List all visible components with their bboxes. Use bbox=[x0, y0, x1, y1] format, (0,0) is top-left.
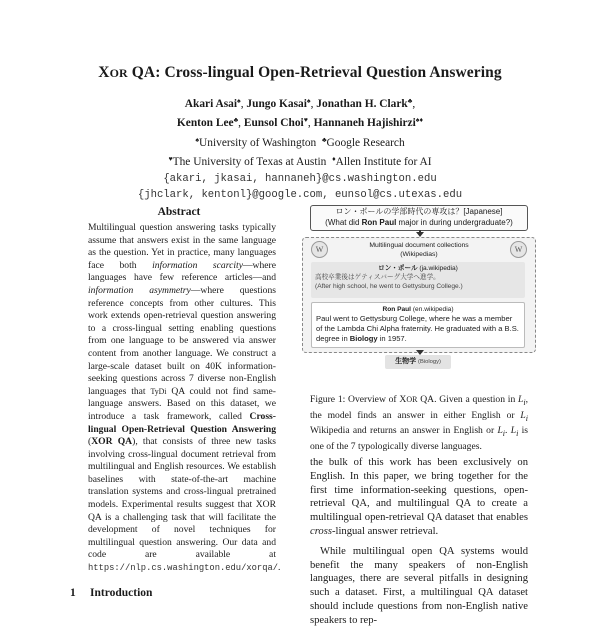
author-mark: ♠♦ bbox=[415, 116, 424, 125]
caption-sub: i bbox=[516, 428, 519, 438]
email-line-1: {akari, jkasai, hannaneh}@cs.washington.edu bbox=[163, 172, 437, 185]
task-name: Cross-lingual Open-Retrieval Question Answering bbox=[88, 410, 276, 435]
document-source: (en.wikipedia) bbox=[412, 306, 454, 313]
affiliation-line-1 bbox=[0, 132, 600, 151]
tydi-name: TyDi bbox=[150, 386, 167, 396]
section-title: Introduction bbox=[90, 587, 153, 599]
affiliation: The University of Texas at Austin bbox=[172, 156, 327, 169]
email-line-2: {jhclark, kentonl}@google.com, eunsol@cs.utexas.edu bbox=[137, 189, 463, 202]
author-mark: ♥ bbox=[303, 116, 308, 125]
affiliation-mark: ♥ bbox=[168, 155, 173, 164]
document-source: (ja.wikipedia) bbox=[419, 265, 458, 272]
affiliation-mark: ♦ bbox=[332, 155, 336, 164]
author-name: Hannaneh Hajishirzi bbox=[313, 117, 416, 130]
caption-var: L bbox=[510, 425, 517, 436]
body-paragraph: While multilingual open QA systems would benefit the many speakers of non-English languages, there are several pitfalls in designing such a dataset. First, a multilingual QA dataset should include questions from non-English native speakers to rep- bbox=[310, 545, 528, 626]
question-japanese: ロン・ポールの学部時代の専攻は？[Japanese] bbox=[335, 207, 503, 216]
abstract-text: QA could not find same-language answers. Based on this dataset, we introduce a task framework, called bbox=[88, 385, 276, 422]
paper-title bbox=[0, 64, 600, 82]
abstract-text: . bbox=[278, 562, 281, 574]
affiliation: University of Washington bbox=[199, 136, 317, 149]
author-name: Jungo Kasai bbox=[246, 98, 307, 110]
caption-text: . bbox=[505, 425, 511, 436]
title-rest: QA: Cross-lingual Open-Retrieval Question Answering bbox=[127, 64, 502, 81]
abstract-emphasis: information asymmetry bbox=[88, 284, 191, 296]
author-line-1: Akari Asai♠, Jungo Kasai♠, Jonathan H. Clark♣, bbox=[184, 97, 416, 110]
data-code-link[interactable]: https://nlp.cs.washington.edu/xorqa/ bbox=[88, 563, 279, 574]
figure-1 bbox=[302, 205, 534, 375]
answer-japanese: 生物学 bbox=[395, 358, 417, 365]
caption-var: L bbox=[520, 409, 526, 421]
body-text: the bulk of this work has been exclusively on English. In this paper, we bring together for the first time information-seeking questions, open-retrieval QA, and multilingual QA to create a multilingual open-retrieval QA dataset that enables bbox=[310, 457, 528, 524]
answer-english: (Biology) bbox=[418, 359, 441, 365]
figure-caption bbox=[310, 394, 528, 453]
caption-math bbox=[518, 394, 526, 405]
japanese-document bbox=[311, 262, 525, 298]
figure-answer-box bbox=[385, 355, 451, 369]
caption-var: L bbox=[518, 394, 524, 405]
abstract-text: —where languages have few reference articles—and bbox=[88, 259, 276, 284]
author-mark: ♣ bbox=[407, 97, 413, 105]
caption-xor-small: OR bbox=[406, 395, 418, 404]
document-text: Paul went to Gettysburg College, where he was a member of the Lambda Chi Alpha fraternity. He graduated with a B.S. degree in bbox=[316, 314, 519, 343]
caption-xor-x: X bbox=[399, 394, 407, 405]
abstract-emphasis: information scarcity bbox=[152, 259, 243, 271]
author-name: Akari Asai bbox=[184, 98, 237, 110]
document-text-japanese: 高校卒業後はゲティスバーグ大学へ進学。 bbox=[315, 274, 440, 281]
document-collection-box bbox=[302, 237, 536, 353]
author-mark: ♣ bbox=[233, 116, 239, 125]
author-name: Eunsol Choi bbox=[243, 117, 304, 130]
author-name: Kenton Lee bbox=[176, 117, 234, 130]
question-english bbox=[311, 217, 527, 228]
collection-title-line: Multilingual document collections bbox=[369, 242, 469, 249]
author-name: Jonathan H. Clark bbox=[316, 98, 408, 110]
abstract-text: Multilingual question answering tasks typically assume that answers exist in the same language as the question. Yet in practice, many languages face both bbox=[88, 222, 276, 271]
affiliation-mark: ♠ bbox=[195, 135, 200, 144]
author-line-2: Kenton Lee♣, Eunsol Choi♥, Hannaneh Hajishirzi♠♦ bbox=[176, 116, 424, 130]
title-xor-small: OR bbox=[109, 66, 128, 80]
affiliation-line-2 bbox=[0, 151, 600, 170]
caption-math bbox=[497, 425, 505, 436]
caption-sub: i bbox=[502, 428, 506, 438]
question-text: major in during undergraduate?) bbox=[396, 218, 513, 227]
caption-text: Wikipedia and returns an answer in English or bbox=[310, 425, 498, 436]
caption-math bbox=[520, 410, 528, 421]
collection-title-line: (Wikipedias) bbox=[400, 251, 438, 258]
section-number: 1 bbox=[70, 587, 76, 599]
caption-text: QA. Given a question in bbox=[417, 394, 519, 405]
figure-question-box bbox=[310, 205, 528, 231]
document-title-text: ロン・ポール bbox=[378, 265, 418, 272]
caption-sub: i bbox=[525, 413, 528, 423]
body-paragraph bbox=[310, 456, 528, 539]
abstract-text: —where questions reference concepts from other cultures. This work extends open-retrieval question answering to a cross-lingual setting enabling questions from one language to be answered via answer content from another language. We construct a large-scale dataset built on 40K information-seeking questions across 7 diverse non-English languages that bbox=[88, 284, 276, 397]
caption-text: , the model finds an answer in either English or bbox=[310, 394, 528, 421]
answer-span: Biology bbox=[349, 334, 378, 343]
caption-text: Figure 1: Overview of bbox=[310, 394, 400, 405]
author-mark: ♠ bbox=[237, 97, 241, 105]
author-mark: ♠ bbox=[306, 97, 311, 105]
document-title-text: Ron Paul bbox=[382, 306, 412, 313]
caption-var: L bbox=[497, 425, 503, 436]
xor-qa-name: XOR QA bbox=[91, 436, 133, 448]
question-entity: Ron Paul bbox=[361, 218, 397, 227]
collection-title bbox=[303, 241, 535, 259]
title-xor-x: X bbox=[98, 64, 110, 81]
wikipedia-globe-icon: W bbox=[311, 241, 328, 258]
abstract-heading: Abstract bbox=[157, 206, 201, 218]
english-document bbox=[311, 302, 525, 348]
document-text-english: (After high school, he went to Gettysburg College.) bbox=[315, 283, 463, 290]
body-text: -lingual answer retrieval. bbox=[331, 525, 439, 537]
body-emphasis: cross bbox=[310, 525, 332, 537]
section-heading-introduction bbox=[70, 587, 152, 599]
document-text-english bbox=[316, 314, 520, 344]
abstract-body bbox=[88, 222, 281, 575]
author-block bbox=[0, 93, 600, 203]
affiliation: Allen Institute for AI bbox=[335, 156, 432, 169]
document-title bbox=[315, 264, 521, 273]
affiliation-mark: ♣ bbox=[321, 135, 327, 144]
abstract-text: is a challenging task that will facilitate the development of novel techniques for multilingual question answering. Our data and code are available at bbox=[88, 511, 276, 561]
xor-qa-name: XOR QA bbox=[88, 499, 276, 523]
document-text: in 1957. bbox=[377, 334, 407, 343]
wikipedia-globe-icon: W bbox=[510, 241, 527, 258]
caption-text: is one of the 7 typologically diverse languages. bbox=[310, 425, 528, 452]
abstract-paragraph: Multilingual question answering tasks typically assume that answers exist in the same language as the question. Yet in practice, many languages face both information scarcity—where languages have few reference articles—and information asymmetry—where questions reference concepts from other cultures. This work extends open-retrieval question answering to a cross-lingual setting enabling questions from one language to be answered via answer content from another language. We construct a large-scale dataset built on 40K information-seeking questions across 7 diverse non-English languages that TyDi QA could not find same-language answers. Based on this dataset, we introduce a task framework, called Cross-lingual Open-Retrieval Question Answering (XOR QA), that consists of three new tasks involving cross-lingual document retrieval from multilingual and English resources. We establish baselines with state-of-the-art machine translation systems and cross-lingual pretrained models. Experimental results suggest that XOR QA is a challenging task that will facilitate the development of novel techniques for multilingual question answering. Our data and code are available at https://nlp.cs.washington.edu/xorqa/. bbox=[88, 222, 281, 574]
caption-sub: i bbox=[523, 397, 526, 407]
abstract-text: , that consists of three new tasks involving cross-lingual document retrieval from multilingual and English resources. We establish baselines with state-of-the-art machine translation systems and cross-lingual pretrained models. Experimental results suggest that bbox=[88, 436, 276, 511]
intro-right-column bbox=[310, 456, 528, 634]
question-text: (What did bbox=[325, 218, 362, 227]
document-title bbox=[316, 305, 520, 314]
affiliation: Google Research bbox=[326, 136, 405, 149]
